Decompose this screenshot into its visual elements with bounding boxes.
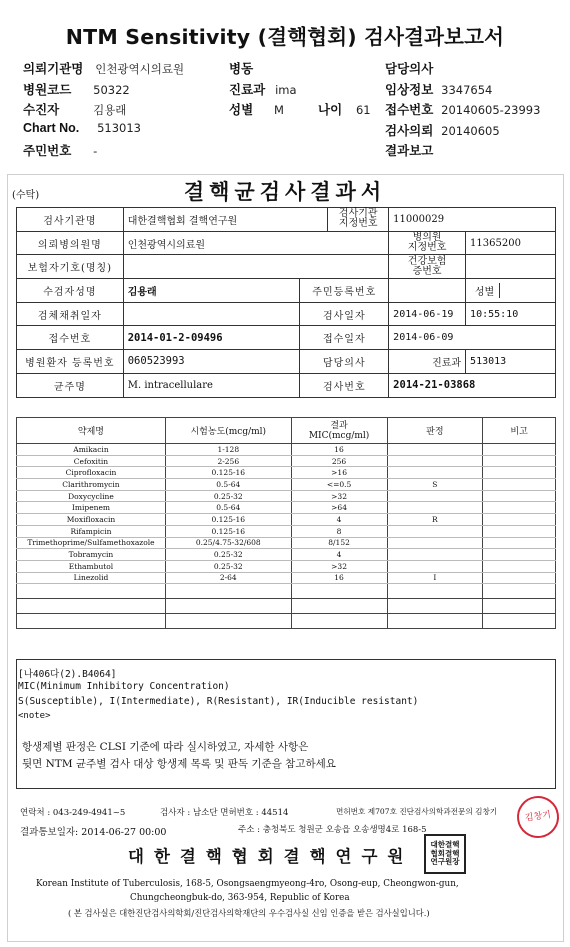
- header-key: 진료과: [229, 83, 266, 97]
- cell-value: [123, 255, 388, 279]
- drug-row: [17, 514, 556, 526]
- drug-row: [17, 455, 556, 467]
- header-value: ima: [275, 83, 297, 97]
- cell-label: 담당의사: [300, 350, 389, 374]
- cell-value: 060523993: [123, 350, 300, 374]
- stamp-label: (수탁): [12, 190, 40, 201]
- note-line: S(Susceptible), I(Intermediate), R(Resistant), IR(Inducible resistant): [18, 696, 419, 707]
- cell-label: 보험자기호(명칭): [17, 255, 124, 279]
- drug-cell-remark: [483, 572, 556, 584]
- drug-cell-interp: [387, 525, 483, 537]
- header-key: 성별: [229, 103, 254, 117]
- drug-cell-remark: [483, 502, 556, 514]
- drug-cell-remark: [483, 560, 556, 572]
- drug-cell-conc: 0.25-32: [165, 549, 291, 561]
- cell-label: 병원환자 등록번호: [17, 350, 124, 374]
- cell-label: 의뢰병의원명: [17, 231, 124, 255]
- cell-label: 주민등록번호: [300, 279, 389, 303]
- cell-label: 접수번호: [17, 326, 124, 350]
- cell-label: [328, 208, 389, 232]
- header-key: 수진자: [23, 103, 60, 117]
- column-header: 판정: [387, 418, 483, 444]
- label-line: 검사기관: [338, 208, 378, 220]
- drug-cell-remark: [483, 479, 556, 491]
- note-korean: 뒷면 NTM 균주별 검사 대상 항생제 목록 및 판독 기준을 참고하세요: [22, 758, 336, 770]
- header-value: 513013: [97, 121, 141, 135]
- cell-value: 2014-01-2-09496: [123, 326, 300, 350]
- label-line: 병의원: [412, 232, 442, 244]
- cell-value: 11365200: [466, 231, 556, 255]
- drug-row: [17, 490, 556, 502]
- info-table: [16, 207, 556, 398]
- drug-cell-mic: 256: [291, 455, 387, 467]
- cell-label: 검사번호: [300, 373, 389, 397]
- drug-cell-remark: [483, 467, 556, 479]
- label-line: 지정번호: [338, 218, 378, 230]
- drug-cell-mic: 4: [291, 514, 387, 526]
- label-line: 지정번호: [407, 242, 447, 254]
- drug-cell-conc: 0.5-64: [165, 502, 291, 514]
- cell-label: 검사일자: [300, 302, 389, 326]
- drug-cell-mic: 16: [291, 444, 387, 456]
- header-line: MIC(mcg/ml): [308, 430, 370, 441]
- drug-cell-mic: >16: [291, 467, 387, 479]
- header-value: 50322: [93, 83, 130, 97]
- cell-label: [466, 279, 556, 303]
- sex-label: 성별: [470, 283, 500, 298]
- cell-value: 인천광역시의료원: [123, 231, 388, 255]
- drug-cell-conc: 0.25-32: [165, 560, 291, 572]
- cell-value: [389, 279, 466, 303]
- drug-cell-remark: [483, 549, 556, 561]
- drug-cell-remark: [483, 525, 556, 537]
- note-korean: 항생제별 판정은 CLSI 기준에 따라 실시하였고, 자세한 사항은: [22, 741, 309, 753]
- notify-date: 결과통보일자: 2014-06-27 00:00: [20, 827, 167, 838]
- drug-cell-interp: [387, 455, 483, 467]
- drug-row: [17, 502, 556, 514]
- drug-cell-mic: <=0.5: [291, 479, 387, 491]
- drug-cell-interp: [387, 549, 483, 561]
- drug-cell-conc: 0.5-64: [165, 479, 291, 491]
- drug-cell-conc: 0.125-16: [165, 467, 291, 479]
- header-value: M: [273, 103, 284, 117]
- drug-cell-interp: [387, 502, 483, 514]
- document-title: 결핵균검사결과서: [183, 179, 387, 204]
- drug-cell-conc: 0.125-16: [165, 514, 291, 526]
- header-key: 나이: [318, 103, 343, 117]
- drug-cell-drug: Linezolid: [17, 572, 166, 584]
- drug-cell-conc: 2-64: [165, 572, 291, 584]
- address-korean: 주소 : 충청북도 청원군 오송읍 오송생명4로 168-5: [238, 825, 427, 835]
- cell-value: 2014-06-09: [389, 326, 556, 350]
- header-line: 결과: [330, 420, 348, 431]
- drug-cell-drug: Cefoxitin: [17, 455, 166, 467]
- address-english: Chungcheongbuk-do, 363-954, Republic of Korea: [130, 893, 350, 903]
- cell-value: [466, 255, 556, 279]
- header-key: 검사의뢰: [385, 124, 434, 138]
- drug-cell-drug: Clarithromycin: [17, 479, 166, 491]
- cell-label: 진료과: [389, 350, 466, 374]
- drug-cell-drug: Amikacin: [17, 444, 166, 456]
- cell-label: 접수일자: [300, 326, 389, 350]
- drug-row: [17, 560, 556, 572]
- drug-cell-remark: [483, 455, 556, 467]
- drug-cell-interp: R: [387, 514, 483, 526]
- seal-text: 김창기: [524, 810, 552, 824]
- cell-value: 2014-21-03868: [389, 373, 556, 397]
- header-key: 접수번호: [385, 103, 434, 117]
- drug-cell-conc: 1-128: [165, 444, 291, 456]
- label-line: 증번호: [412, 265, 442, 277]
- cell-label: [389, 231, 466, 255]
- drug-cell-remark: [483, 537, 556, 549]
- drug-cell-mic: >32: [291, 490, 387, 502]
- drug-row: [17, 572, 556, 584]
- column-header: 시험농도(mcg/ml): [165, 418, 291, 444]
- drug-cell-drug: Moxifloxacin: [17, 514, 166, 526]
- cell-value: [123, 302, 300, 326]
- drug-cell-interp: S: [387, 479, 483, 491]
- header-key: 병동: [229, 62, 254, 76]
- drug-cell-mic: 4: [291, 549, 387, 561]
- drug-cell-remark: [483, 444, 556, 456]
- cell-value: 2014-06-19: [389, 302, 466, 326]
- drug-row: [17, 467, 556, 479]
- cell-value: 10:55:10: [466, 302, 556, 326]
- cell-value: 대한결핵협회 결핵연구원: [123, 208, 328, 232]
- header-value: 인천광역시의료원: [95, 62, 185, 76]
- official-seal: [424, 834, 466, 874]
- drug-cell-interp: [387, 467, 483, 479]
- header-key: Chart No.: [23, 121, 80, 135]
- report-title: NTM Sensitivity (결핵협회) 검사결과보고서: [65, 25, 505, 49]
- empty-rows: [17, 584, 556, 629]
- drug-cell-interp: [387, 537, 483, 549]
- license: 면허번호 제707호 진단검사의학과전문의 김창기: [336, 807, 498, 816]
- drug-cell-interp: I: [387, 572, 483, 584]
- header-key: 담당의사: [385, 62, 434, 76]
- note-code: [나406다(2).B4064]: [18, 669, 117, 680]
- header-value: 20140605: [441, 124, 500, 138]
- label-line: 건강보험: [407, 255, 447, 267]
- drug-row: [17, 479, 556, 491]
- cell-value: M. intracellulare: [123, 373, 300, 397]
- header-value: 20140605-23993: [441, 103, 541, 117]
- drug-row: [17, 549, 556, 561]
- header-value: 61: [355, 103, 371, 117]
- drug-cell-mic: 16: [291, 572, 387, 584]
- cell-value: 11000029: [389, 208, 556, 232]
- drug-rows: [17, 444, 556, 584]
- note-line: MIC(Minimum Inhibitory Concentration): [18, 681, 230, 692]
- drug-cell-drug: Trimethoprime/Sulfamethoxazole: [17, 537, 166, 549]
- drug-cell-conc: 0.25-32: [165, 490, 291, 502]
- cell-label: [389, 255, 466, 279]
- drug-cell-drug: Tobramycin: [17, 549, 166, 561]
- drug-cell-drug: Rifampicin: [17, 525, 166, 537]
- header-key: 임상정보: [385, 83, 434, 97]
- column-header: 비고: [483, 418, 556, 444]
- drug-cell-mic: >64: [291, 502, 387, 514]
- drug-cell-conc: 2-256: [165, 455, 291, 467]
- drug-row: [17, 525, 556, 537]
- header-key: 결과보고: [385, 144, 434, 158]
- header-key: 의뢰기관명: [23, 62, 84, 76]
- address-english: Korean Institute of Tuberculosis, 168-5, Osongsaengmyeong-4ro, Osong-eup, Cheongwon-gun,: [36, 879, 459, 889]
- drug-cell-interp: [387, 490, 483, 502]
- cell-label: 균주명: [17, 373, 124, 397]
- drug-cell-interp: [387, 560, 483, 572]
- drug-cell-drug: Doxycycline: [17, 490, 166, 502]
- drug-row: [17, 537, 556, 549]
- drug-cell-mic: >32: [291, 560, 387, 572]
- drug-susceptibility-table: [16, 417, 556, 629]
- examiner: 검사자 : 남소단 면허번호 : 44514: [160, 808, 289, 818]
- note-line: <note>: [18, 711, 51, 721]
- seal-text: 대한결핵협회결핵연구원장: [430, 840, 460, 867]
- contact: 연락처 : 043-249-4941~5: [20, 808, 126, 818]
- drug-cell-mic: 8: [291, 525, 387, 537]
- drug-cell-interp: [387, 444, 483, 456]
- header-value: -: [93, 144, 98, 158]
- header-key: 주민번호: [23, 144, 72, 158]
- header-value: 3347654: [441, 83, 493, 97]
- drug-cell-drug: Ciprofloxacin: [17, 467, 166, 479]
- drug-cell-mic: 8/152: [291, 537, 387, 549]
- cell-label: 수검자성명: [17, 279, 124, 303]
- drug-cell-conc: 0.125-16: [165, 525, 291, 537]
- drug-row: [17, 444, 556, 456]
- organization-name: 대한결핵협회결핵연구원: [128, 847, 414, 866]
- certification-note: ( 본 검사실은 대한진단검사의학회/진단검사의학재단의 우수검사실 신임 인증을 받은 검사실입니다.): [68, 908, 430, 918]
- cell-value: 김용래: [123, 279, 300, 303]
- header-value: 김용래: [93, 103, 127, 117]
- drug-cell-conc: 0.25/4.75-32/608: [165, 537, 291, 549]
- cell-value: 513013: [466, 350, 556, 374]
- header-key: 병원코드: [23, 83, 72, 97]
- column-header: [291, 418, 387, 444]
- cell-label: 검사기관명: [17, 208, 124, 232]
- column-header: 약제명: [17, 418, 166, 444]
- drug-cell-drug: Ethambutol: [17, 560, 166, 572]
- drug-cell-remark: [483, 490, 556, 502]
- drug-cell-drug: Imipenem: [17, 502, 166, 514]
- drug-cell-remark: [483, 514, 556, 526]
- cell-label: 검체채취일자: [17, 302, 124, 326]
